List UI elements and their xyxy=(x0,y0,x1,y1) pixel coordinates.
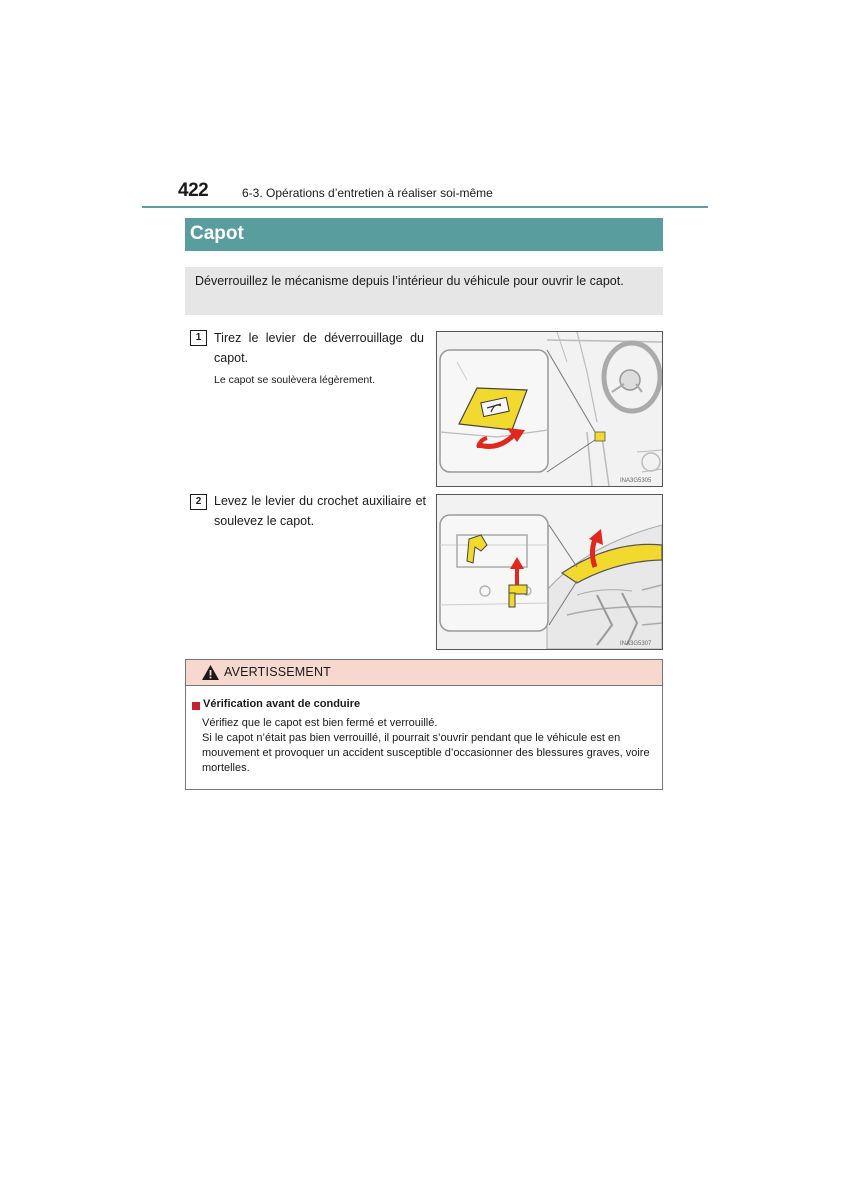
step-number-1: 1 xyxy=(190,330,207,346)
figure-hood-release-lever xyxy=(436,331,663,487)
warning-bullet xyxy=(192,702,200,710)
warning-triangle-icon xyxy=(201,664,220,681)
figure-auxiliary-catch-lever xyxy=(436,494,663,650)
page-number: 422 xyxy=(178,180,209,201)
step-1-text: Tirez le levier de déverrouillage du capot. xyxy=(214,331,424,365)
section-title-bar xyxy=(185,218,663,251)
figure-2-code: INA3G5307 xyxy=(620,641,652,647)
section-title: Capot xyxy=(190,223,244,244)
header-rule xyxy=(142,206,708,208)
step-1-note: Le capot se soulèvera légèrement. xyxy=(214,374,376,386)
section-path: 6-3. Opérations d’entretien à réaliser soi-même xyxy=(242,186,493,200)
warning-header xyxy=(186,660,662,686)
step-2-text: Levez le levier du crochet auxiliaire et soulevez le capot. xyxy=(214,494,426,528)
warning-box xyxy=(185,659,663,790)
warning-title: AVERTISSEMENT xyxy=(224,665,332,679)
warning-body: Vérifiez que le capot est bien fermé et verrouillé. Si le capot n’était pas bien verrouillé, il pourrait s’ouvrir pendant que le véhicule est en mouvement et provoquer un accident susceptible d’occasionner des blessures graves, voire mortelles. xyxy=(202,717,650,774)
intro-text: Déverrouillez le mécanisme depuis l’intérieur du véhicule pour ouvrir le capot. xyxy=(195,274,624,288)
warning-subtitle: Vérification avant de conduire xyxy=(203,698,361,710)
step-number-2: 2 xyxy=(190,494,207,510)
figure-1-code: INA3G5305 xyxy=(620,478,652,484)
